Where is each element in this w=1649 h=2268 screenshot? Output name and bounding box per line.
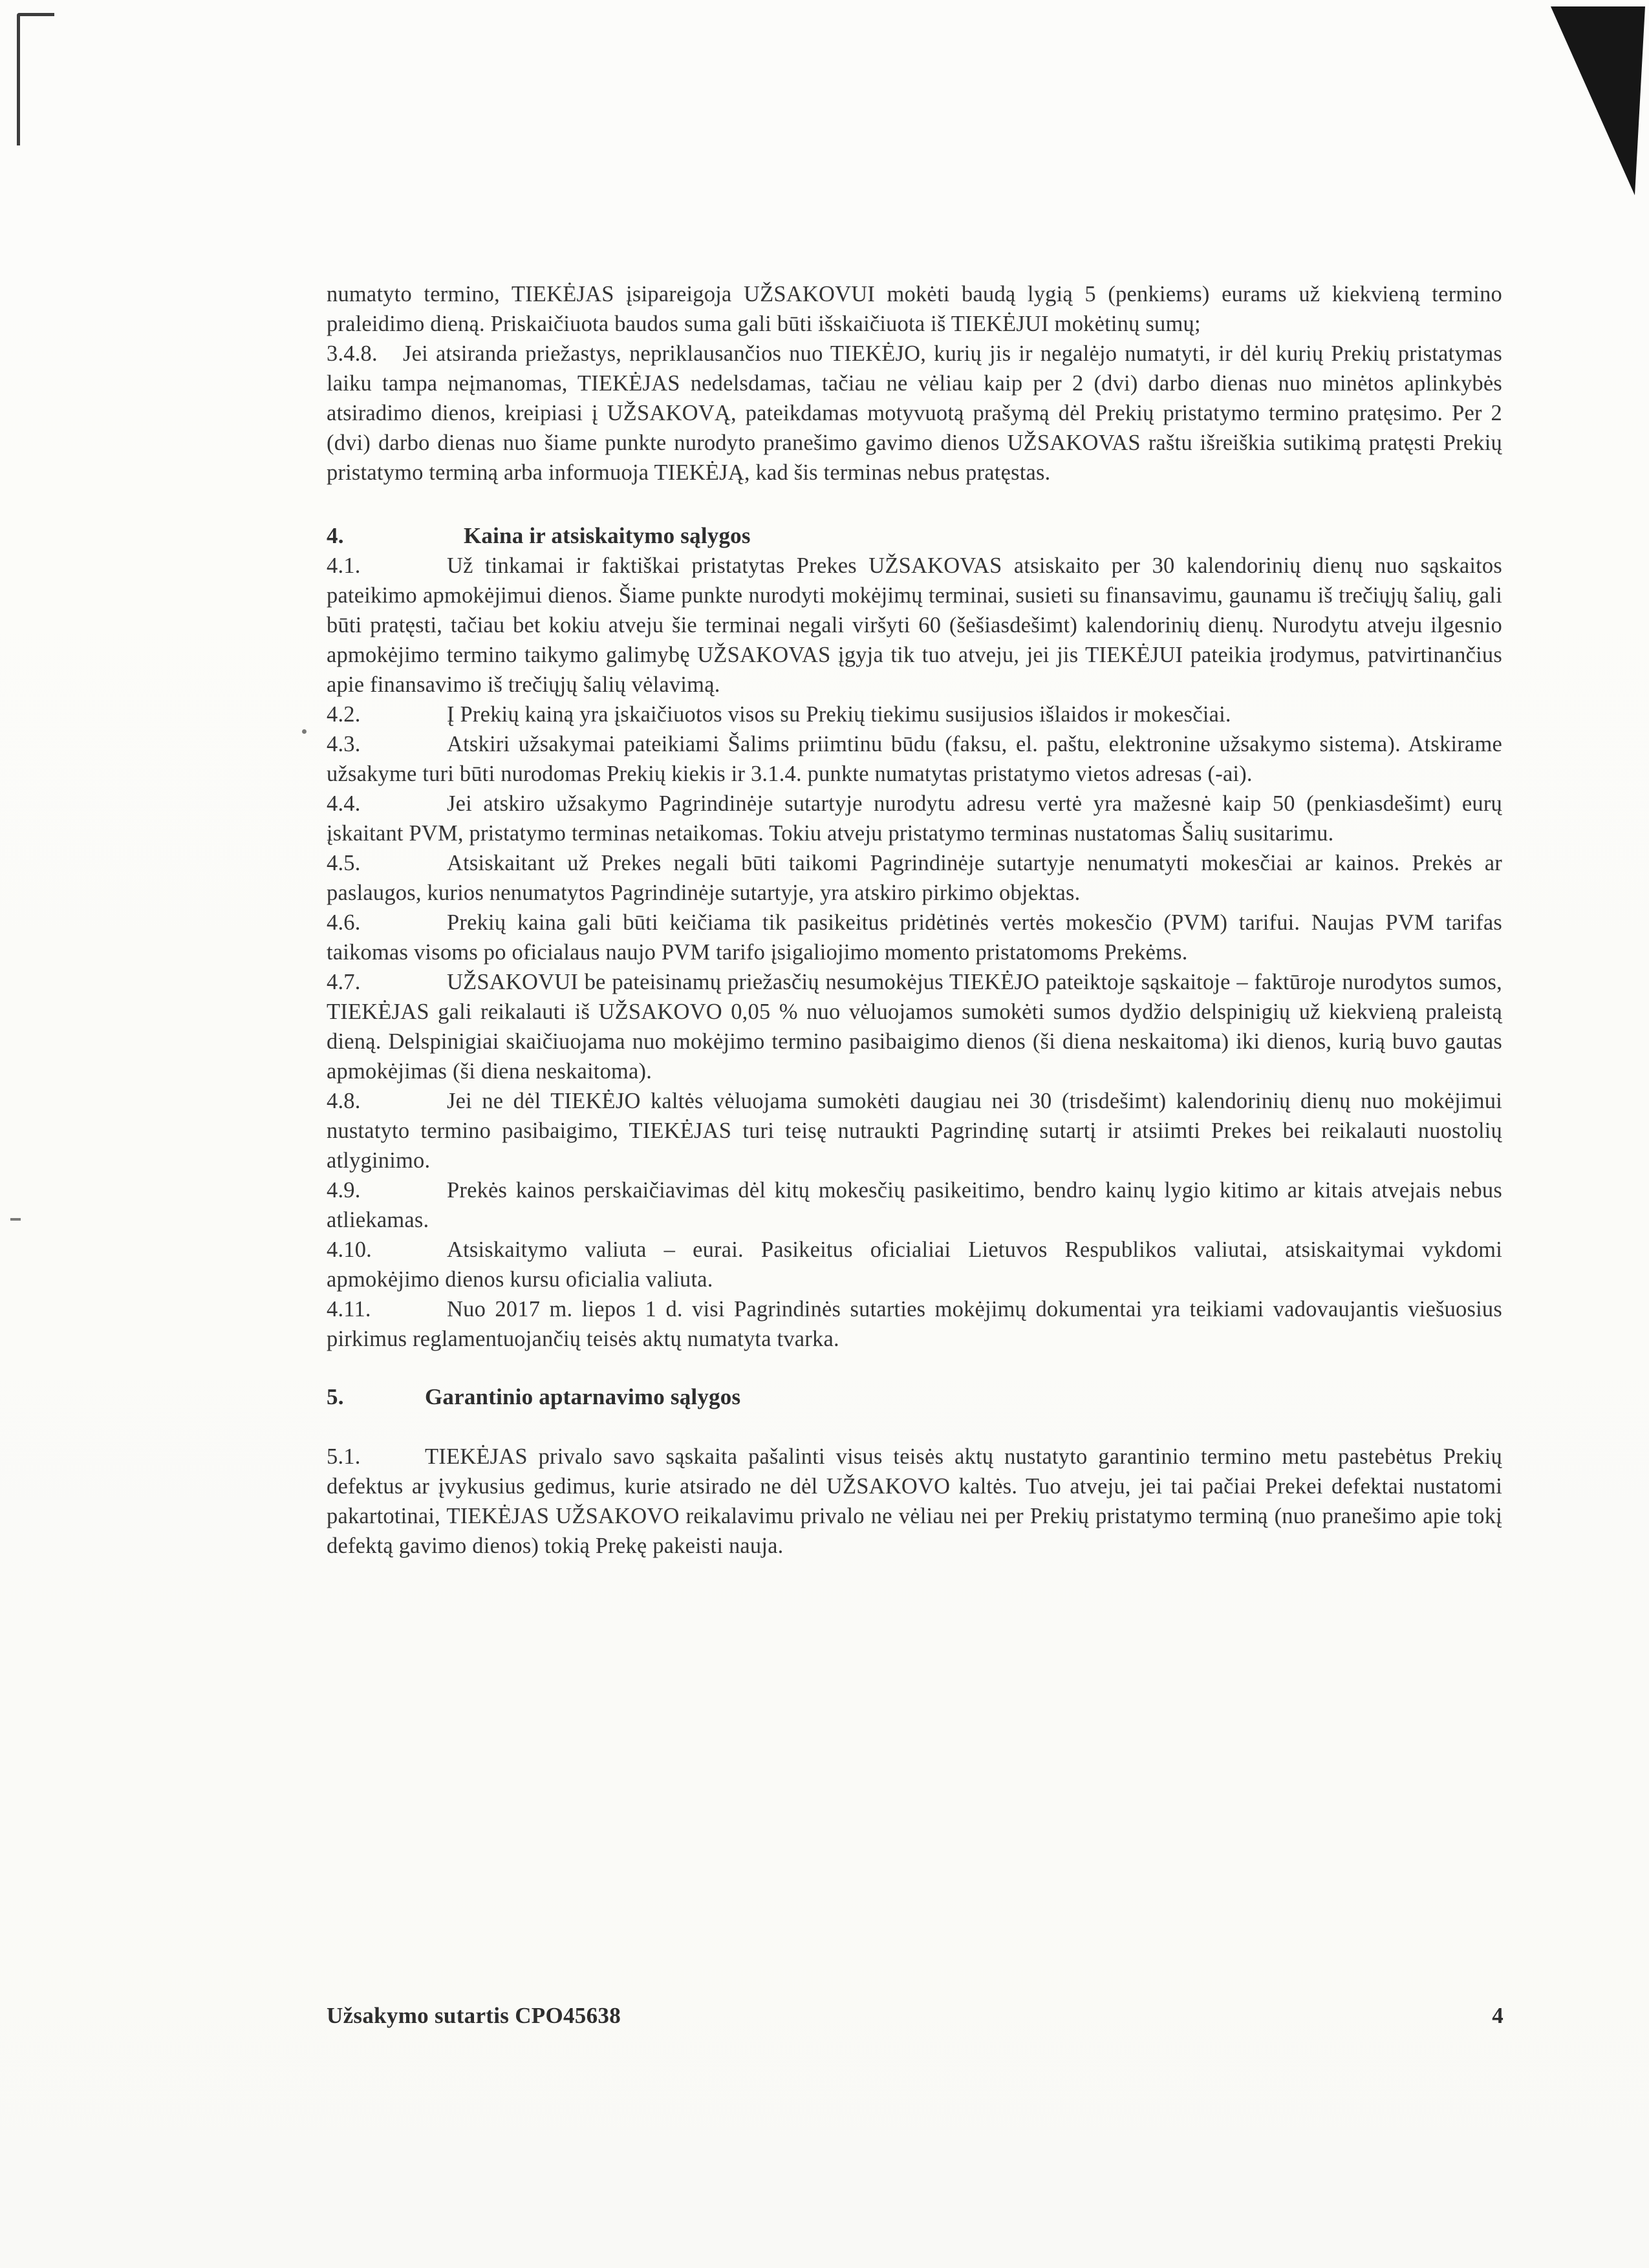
clause-number: 4.5. bbox=[327, 851, 361, 875]
scan-speck-dot bbox=[302, 729, 307, 734]
paragraph-text: TIEKĖJAS privalo savo sąskaita pašalinti visus teisės aktų nustatyto garantinio termino metu pastebėtus Prekių defektus ar įvykusius gedimus, kurie atsirado ne dėl UŽSAKOVO kaltės. Tuo atveju, jei tai pačiai Prekei defektai nustatomi pakartotinai, TIEKĖJAS UŽSAKOVO reikalavimu privalo ne vėliau nei per Prekių pristatymo terminą (nuo pranešimo apie tokį defektą gavimo dienos) tokią Prekę pakeisti nauja. bbox=[327, 1444, 1502, 1558]
paragraph-4-4 bbox=[327, 789, 1502, 848]
paragraph-4-7 bbox=[327, 967, 1502, 1086]
paragraph-4-1 bbox=[327, 551, 1502, 700]
footer-page-number: 4 bbox=[1492, 2003, 1503, 2028]
paragraph-3-4-8 bbox=[327, 339, 1502, 487]
paragraph-text: Į Prekių kainą yra įskaičiuotos visos su Prekių tiekimu susijusios išlaidos ir mokesčiai. bbox=[447, 702, 1231, 727]
paragraph-4-6 bbox=[327, 908, 1502, 967]
scan-speck-dash bbox=[10, 1218, 21, 1221]
paragraph-4-2 bbox=[327, 700, 1502, 729]
page-corner-line-artifact bbox=[17, 13, 54, 145]
paragraph-text: Nuo 2017 m. liepos 1 d. visi Pagrindinės sutarties mokėjimų dokumentai yra teikiami vadovaujantis viešuosius pirkimus reglamentuojančių teisės aktų numatyta tvarka. bbox=[327, 1297, 1502, 1351]
clause-number: 5.1. bbox=[327, 1444, 361, 1469]
paragraph-text: Prekių kaina gali būti keičiama tik pasikeitus pridėtinės vertės mokesčio (PVM) tarifui. Naujas PVM tarifas taikomas visoms po oficialaus naujo PVM tarifo įsigaliojimo momento pristatomoms Prekėms. bbox=[327, 910, 1502, 965]
paragraph-4-11 bbox=[327, 1294, 1502, 1354]
section-title: Garantinio aptarnavimo sąlygos bbox=[425, 1384, 741, 1409]
paragraph-text: UŽSAKOVUI be pateisinamų priežasčių nesumokėjus TIEKĖJO pateiktoje sąskaitoje – faktūroje nurodytos sumos, TIEKĖJAS gali reikalauti iš UŽSAKOVO 0,05 % nuo vėluojamos sumokėti sumos dydžio delspinigių už kiekvieną praleistą dieną. Delspinigiai skaičiuojama nuo mokėjimo termino pasibaigimo dienos (ši diena neskaitoma) iki dienos, kurią buvo gautas apmokėjimas (ši diena neskaitoma). bbox=[327, 970, 1502, 1084]
clause-number: 4.2. bbox=[327, 702, 361, 727]
paragraph-text: Jei atsiranda priežastys, nepriklausančios nuo TIEKĖJO, kurių jis ir negalėjo numatyti, ir dėl kurių Prekių pristatymas laiku tampa neįmanomas, TIEKĖJAS nedelsdamas, tačiau ne vėliau kaip per 2 (dvi) darbo dienas nuo minėtos aplinkybės atsiradimo dienos, kreipiasi į UŽSAKOVĄ, pateikdamas motyvuotą prašymą dėl Prekių pristatymo termino pratęsimo. Per 2 (dvi) darbo dienas nuo šiame punkte nurodyto pranešimo gavimo dienos UŽSAKOVAS raštu išreiškia sutikimą pratęsti Prekių pristatymo terminą arba informuoja TIEKĖJĄ, kad šis terminas nebus pratęstas. bbox=[327, 341, 1502, 485]
document-body bbox=[327, 279, 1502, 1561]
paragraph-text: Už tinkamai ir faktiškai pristatytas Prekes UŽSAKOVAS atsiskaito per 30 kalendorinių dienų nuo sąskaitos pateikimo apmokėjimui dienos. Šiame punkte nurodyti mokėjimų terminai, susieti su finansavimu, gaunamu iš trečiųjų šalių, gali būti pratęsti, tačiau bet kokiu atveju šie terminai negali viršyti 60 (šešiasdešimt) kalendorinių dienų. Nurodytu atveju ilgesnio apmokėjimo termino taikymo galimybę UŽSAKOVAS įgyja tik tuo atveju, jei jis TIEKĖJUI pateikia įrodymus, patvirtinančius apie finansavimo iš trečiųjų šalių vėlavimą. bbox=[327, 553, 1502, 697]
paragraph-5-1 bbox=[327, 1442, 1502, 1561]
paragraph-text: Atsiskaitant už Prekes negali būti taikomi Pagrindinėje sutartyje nenumatyti mokesčiai ar kainos. Prekės ar paslaugos, kurios nenumatytos Pagrindinėje sutartyje, yra atskiro pirkimo objektas. bbox=[327, 851, 1502, 905]
clause-number: 3.4.8. bbox=[327, 341, 378, 366]
section-number: 5. bbox=[327, 1384, 344, 1409]
scan-fold-shadow-triangle bbox=[1546, 0, 1649, 200]
clause-number: 4.3. bbox=[327, 732, 361, 756]
paragraph-text: Atsiskaitymo valiuta – eurai. Pasikeitus oficialiai Lietuvos Respublikos valiutai, atsiskaitymai vykdomi apmokėjimo dienos kursu oficialia valiuta. bbox=[327, 1237, 1502, 1292]
paragraph-4-5 bbox=[327, 848, 1502, 908]
section-4-heading bbox=[327, 521, 1502, 551]
paragraph-4-10 bbox=[327, 1235, 1502, 1294]
paragraph-text: Jei atskiro užsakymo Pagrindinėje sutartyje nurodytu adresu vertė yra mažesnė kaip 50 (penkiasdešimt) eurų įskaitant PVM, pristatymo terminas netaikomas. Tokiu atveju pristatymo terminas nustatomas Šalių susitarimu. bbox=[327, 791, 1502, 846]
paragraph-4-3 bbox=[327, 729, 1502, 789]
clause-number: 4.4. bbox=[327, 791, 361, 816]
section-number: 4. bbox=[327, 523, 344, 548]
paragraph-4-8 bbox=[327, 1086, 1502, 1175]
section-title: Kaina ir atsiskaitymo sąlygos bbox=[464, 523, 751, 548]
clause-number: 4.1. bbox=[327, 553, 361, 578]
paragraph-text: Prekės kainos perskaičiavimas dėl kitų mokesčių pasikeitimo, bendro kainų lygio kitimo ar kitais atvejais nebus atliekamas. bbox=[327, 1178, 1502, 1232]
clause-number: 4.7. bbox=[327, 970, 361, 994]
paragraph-continuation bbox=[327, 279, 1502, 339]
clause-number: 4.11. bbox=[327, 1297, 371, 1321]
clause-number: 4.8. bbox=[327, 1089, 361, 1113]
footer-document-id: Užsakymo sutartis CPO45638 bbox=[327, 2003, 621, 2028]
paragraph-text: Jei ne dėl TIEKĖJO kaltės vėluojama sumokėti daugiau nei 30 (trisdešimt) kalendorinių dienų nuo mokėjimui nustatyto termino pasibaigimo, TIEKĖJAS turi teisę nutraukti Pagrindinę sutartį ir atsiimti Prekes bei reikalauti nuostolių atlyginimo. bbox=[327, 1089, 1502, 1173]
clause-number: 4.10. bbox=[327, 1237, 372, 1262]
clause-number: 4.9. bbox=[327, 1178, 361, 1203]
paragraph-text: Atskiri užsakymai pateikiami Šalims priimtinu būdu (faksu, el. paštu, elektronine užsakymo sistema). Atskirame užsakyme turi būti nurodomas Prekių kiekis ir 3.1.4. punkte numatytas pristatymo vietos adresas (-ai). bbox=[327, 732, 1502, 786]
paragraph-4-9 bbox=[327, 1175, 1502, 1235]
page-footer bbox=[327, 2003, 1503, 2029]
clause-number: 4.6. bbox=[327, 910, 361, 935]
paragraph-text: numatyto termino, TIEKĖJAS įsipareigoja UŽSAKOVUI mokėti baudą lygią 5 (penkiems) eurams už kiekvieną termino praleidimo dieną. Priskaičiuota baudos suma gali būti išskaičiuota iš TIEKĖJUI mokėtinų sumų; bbox=[327, 282, 1502, 336]
section-5-heading bbox=[327, 1382, 1502, 1412]
